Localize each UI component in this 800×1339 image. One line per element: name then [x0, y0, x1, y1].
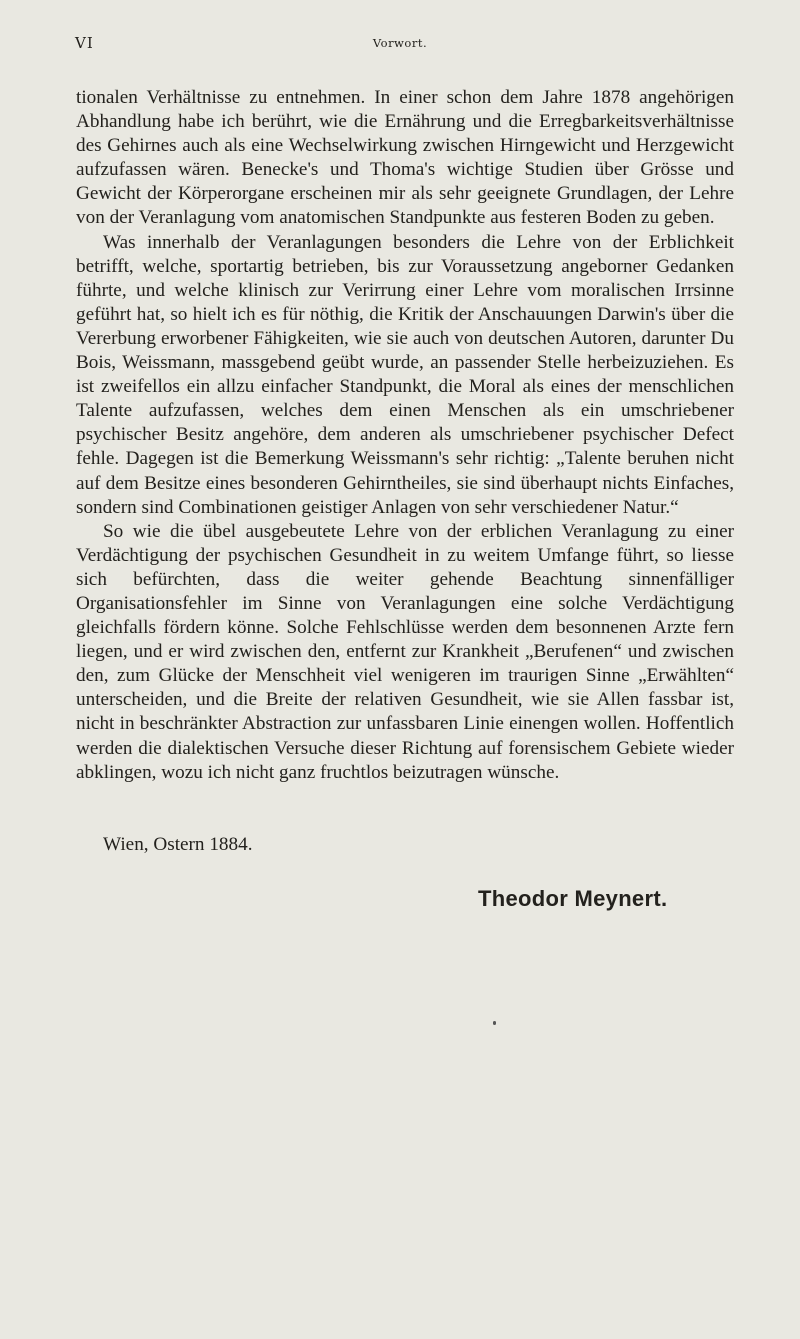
- preface-body: [76, 86, 734, 785]
- author-signature: Theodor Meynert.: [478, 886, 668, 911]
- running-title: Vorwort.: [372, 36, 428, 50]
- print-speck: [493, 1021, 496, 1025]
- paragraph-3: So wie die übel ausgebeutete Lehre von der erblichen Veranlagung zu einer Verdächtigung der psychischen Gesundheit in zu weitem Umfange führt, so liesse sich befürchten, dass die weiter gehende Beachtung sinnenfälliger Organisationsfehler im Sinne von Veranlagungen eine solche Verdächtigung gleichfalls fördern könne. Solche Fehlschlüsse werden dem besonnenen Arzte fern liegen, und er wird zwischen den, entfernt zur Krankheit „Berufenen“ und zwischen den, zum Glücke der Menschheit viel wenigeren im traurigen Sinne „Erwählten“ unterscheiden, und die Breite der relativen Gesundheit, wie sie Allen fassbar ist, nicht in beschränkter Abstraction zur unfassbaren Linie einengen wollen. Hoffentlich werden die dialektischen Versuche dieser Richtung auf forensischem Gebiete wieder abklingen, wozu ich nicht ganz fruchtlos beizutragen wünsche.: [76, 520, 734, 783]
- page-header: [0, 34, 800, 54]
- paragraph-1: tionalen Verhältnisse zu entnehmen. In einer schon dem Jahre 1878 angehörigen Abhandlung habe ich berührt, wie die Ernährung und die Erregbarkeitsverhältnisse des Gehirnes auch als eine Wechselwirkung zwischen Hirngewicht und Herzgewicht aufzufassen wären. Benecke's und Thoma's wichtige Studien über Grösse und Gewicht der Körperorgane erscheinen mir als sehr geeignete Grundlagen, der Lehre von der Veranlagung vom anatomischen Standpunkte aus festeren Boden zu geben.: [76, 87, 734, 229]
- place-date: Wien, Ostern 1884.: [103, 834, 253, 855]
- paragraph-2: Was innerhalb der Veranlagungen besonders die Lehre von der Erblichkeit betrifft, welche, sportartig betrieben, bis zur Voraussetzung angeborner Gedanken führte, und welche klinisch zur Verirrung einer Lehre vom moralischen Irrsinne geführt hat, so hielt ich es für nöthig, die Kritik der Anschauungen Darwin's über die Vererbung erworbener Fähigkeiten, wie sie auch von deutschen Autoren, darunter Du Bois, Weissmann, massgebend geübt wurde, an passender Stelle herbeizuziehen. Es ist zweifellos ein allzu einfacher Standpunkt, die Moral als eines der menschlichen Talente aufzufassen, welches dem einen Menschen als ein umschriebener psychischer Besitz angehöre, dem anderen als umschriebener psychischer Defect fehle. Dagegen ist die Bemerkung Weissmann's sehr richtig: „Talente beruhen nicht auf dem Besitze eines besonderen Gehirntheiles, sie sind überhaupt nichts Einfaches, sondern sind Combinationen geistiger Anlagen von sehr verschiedener Natur.“: [76, 231, 734, 518]
- page-number: VI: [75, 34, 94, 52]
